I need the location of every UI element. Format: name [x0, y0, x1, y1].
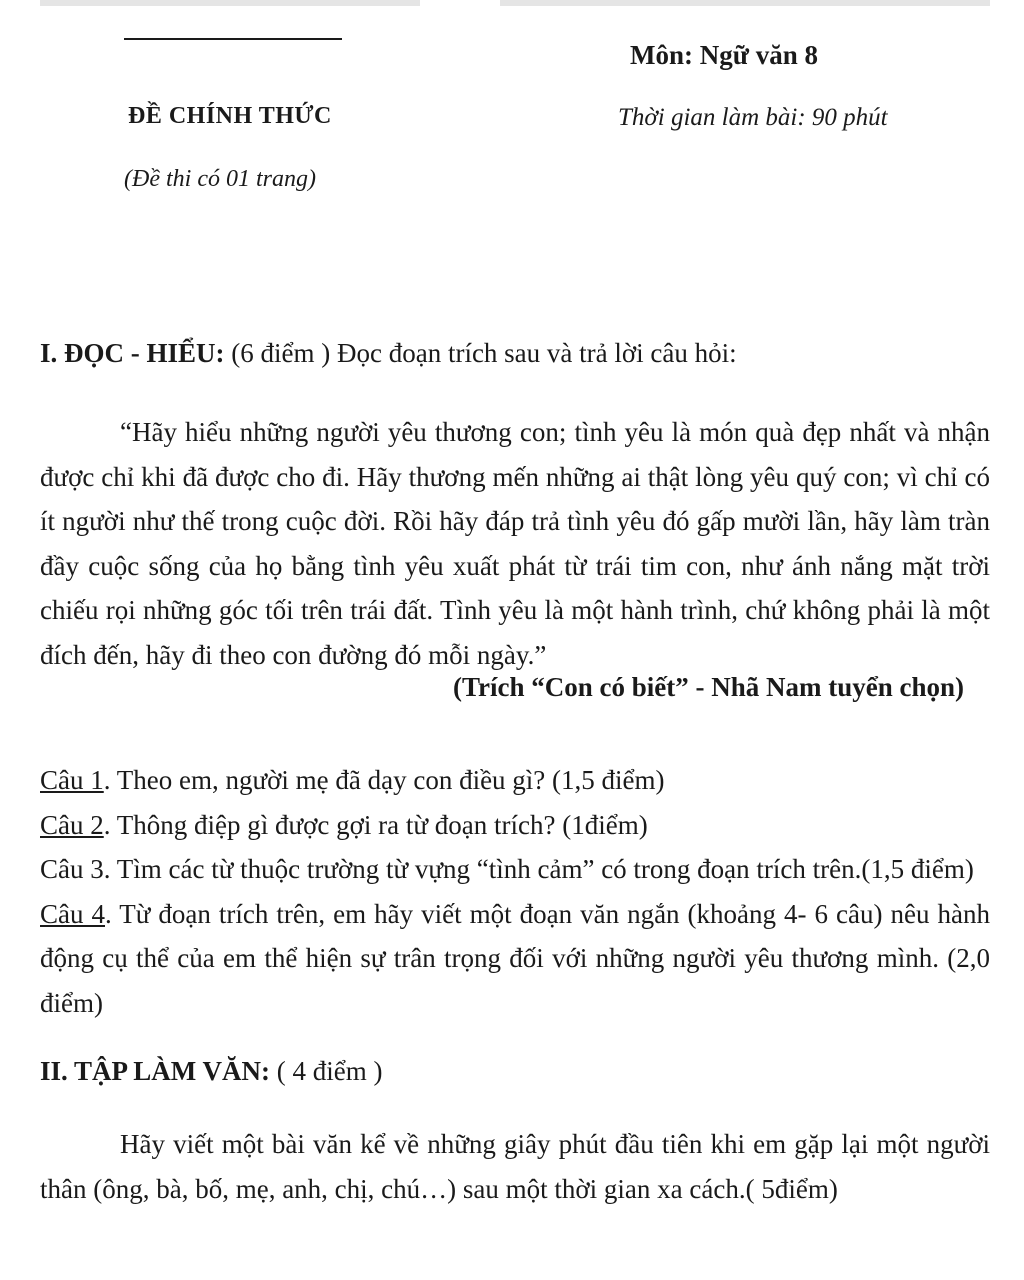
section-2-title	[40, 1056, 383, 1087]
section-1-heading: I. ĐỌC - HIỂU:	[40, 338, 225, 368]
essay-prompt: Hãy viết một bài văn kể về những giây phút đầu tiên khi em gặp lại một người thân (ông, bà, bố, mẹ, anh, chị, chú…) sau một thời gian xa cách.( 5điểm)	[40, 1129, 990, 1204]
section-2-heading: II. TẬP LÀM VĂN:	[40, 1056, 271, 1086]
question-4-label: Câu 4	[40, 898, 105, 929]
question-4-text: . Từ đoạn trích trên, em hãy viết một đoạn văn ngắn (khoảng 4- 6 câu) nêu hành động cụ thể của em thể hiện sự trân trọng đối với những người yêu thương mình. (2,0 điểm)	[40, 898, 990, 1018]
section-1-title	[40, 338, 737, 369]
section-2-points: ( 4 điểm )	[270, 1056, 383, 1086]
duration-label: Thời gian làm bài: 90 phút	[618, 104, 888, 131]
question-3	[40, 847, 990, 892]
question-4	[40, 892, 990, 1026]
official-label: ĐỀ CHÍNH THỨC	[128, 103, 332, 129]
passage-source: (Trích “Con có biết” - Nhã Nam tuyển chọn)	[453, 672, 964, 702]
question-1-text: . Theo em, người mẹ đã dạy con điều gì? (1,5 điểm)	[103, 765, 665, 795]
question-3-label: Câu 3	[40, 854, 104, 884]
question-3-text: . Tìm các từ thuộc trường từ vựng “tình cảm” có trong đoạn trích trên.(1,5 điểm)	[103, 854, 974, 884]
question-2	[40, 803, 990, 848]
cutoff-header-right	[500, 0, 990, 6]
page-count-label: (Đề thi có 01 trang)	[124, 166, 316, 192]
question-2-label: Câu 2	[40, 809, 104, 840]
header-rule	[124, 38, 342, 40]
question-1	[40, 758, 990, 803]
reading-passage: “Hãy hiểu những người yêu thương con; tình yêu là món quà đẹp nhất và nhận được chỉ khi đã được cho đi. Hãy thương mến những ai thật lòng yêu quý con; vì chỉ có ít người như thế trong cuộc đời. Rồi hãy đáp trả tình yêu đó gấp mười lần, hãy làm tràn đầy cuộc sống của họ bằng tình yêu xuất phát từ trái tim con, như ánh nắng mặt trời chiếu rọi những góc tối trên trái đất. Tình yêu là một hành trình, chứ không phải là một đích đến, hãy đi theo con đường đó mỗi ngày.”	[40, 417, 990, 670]
subject-label: Môn: Ngữ văn 8	[630, 40, 818, 70]
question-1-label: Câu 1	[40, 765, 104, 795]
question-2-text: . Thông điệp gì được gợi ra từ đoạn trích? (1điểm)	[103, 809, 648, 840]
question-list	[40, 758, 990, 1025]
section-1-instruction: (6 điểm ) Đọc đoạn trích sau và trả lời câu hỏi:	[224, 338, 737, 368]
cutoff-header-left	[40, 0, 420, 6]
